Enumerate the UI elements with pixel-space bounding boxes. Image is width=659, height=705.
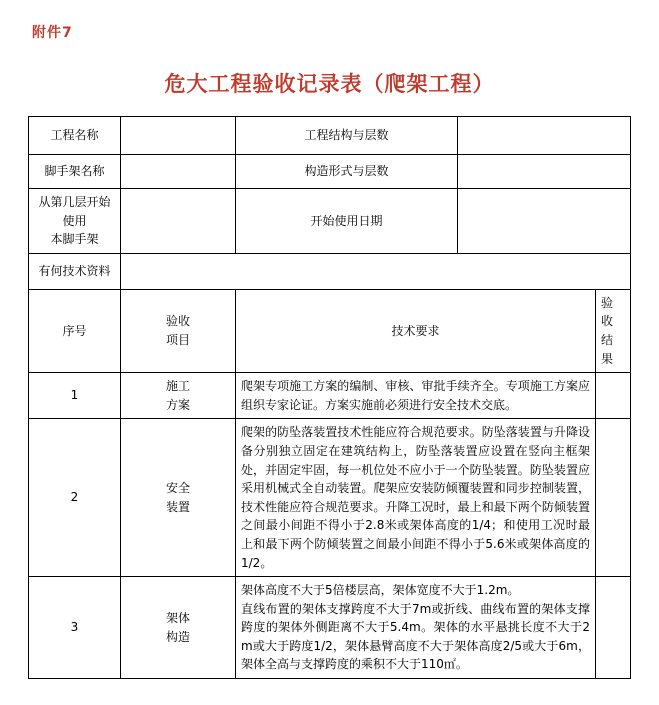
- column-header-item: [121, 289, 236, 372]
- table-row: [29, 373, 631, 419]
- column-header-result-line4: 果: [601, 351, 614, 366]
- row-requirement: 爬架的防坠落装置技术性能应符合规范要求。防坠落装置与升降设备分别独立固定在建筑结构上，防坠落装置应设置在竖向主框架处，并固定牢固，每一机位处不应小于一个防坠装置。防坠装置应采用机械式全自动装置。爬架应安装防倾覆装置和同步控制装置，技术性能应符合规范要求。升降工况时，最上和最下两个防倾装置之间最小间距不得小于2.8米或架体高度的1/4；和使用工况时最上和最下两个防倾装置之间最小间距不得小于5.6米或架体高度的1/2。: [236, 419, 596, 577]
- row-result[interactable]: [596, 373, 631, 419]
- row-seq: 2: [29, 419, 121, 577]
- field-value-project-name[interactable]: [121, 117, 236, 155]
- field-label-structure-floors: 工程结构与层数: [236, 117, 458, 155]
- row-item-name: [121, 373, 236, 419]
- field-label-project-name: 工程名称: [29, 117, 121, 155]
- row-seq: 3: [29, 577, 121, 679]
- column-header-requirement: 技术要求: [236, 289, 596, 372]
- table-header-row: [29, 289, 631, 372]
- table-row: [29, 577, 631, 679]
- column-header-result: [596, 289, 631, 372]
- field-value-scaffold-name[interactable]: [121, 155, 236, 189]
- column-header-result-line3: 结: [601, 332, 614, 347]
- field-label-start-floor-line2: 使用: [62, 213, 87, 228]
- row-requirement: [236, 577, 596, 679]
- field-value-start-date[interactable]: [458, 189, 631, 254]
- field-label-tech-documents: 有何技术资料: [29, 253, 121, 289]
- column-header-result-line1: 验: [601, 295, 614, 310]
- column-header-item-line1: 验收: [165, 314, 190, 329]
- field-label-scaffold-name: 脚手架名称: [29, 155, 121, 189]
- column-header-item-line2: 项目: [165, 332, 190, 347]
- table-row: [29, 419, 631, 577]
- attachment-label: 附件7: [32, 25, 73, 41]
- field-label-start-date: 开始使用日期: [236, 189, 458, 254]
- row-item-name-line1: 施工: [165, 379, 190, 394]
- table-row: [29, 189, 631, 254]
- table-row: [29, 117, 631, 155]
- row-requirement-para2: 直线布置的架体支撑跨度不大于7m或折线、曲线布置的架体支撑跨度的架体外侧距离不大于5.4m。架体的水平悬挑长度不大于2m或大于跨度1/2，架体悬臂高度不大于架体高度2/5或大于6m，架体全高与支撑跨度的乘积不大于110㎡。: [241, 601, 590, 672]
- row-requirement: 爬架专项施工方案的编制、审核、审批手续齐全。专项施工方案应组织专家论证。方案实施前必须进行安全技术交底。: [236, 373, 596, 419]
- column-header-seq: 序号: [29, 289, 121, 372]
- field-value-start-floor[interactable]: [121, 189, 236, 254]
- row-item-name-line1: 架体: [165, 610, 190, 625]
- acceptance-record-table: [28, 116, 631, 679]
- column-header-result-line2: 收: [601, 314, 614, 329]
- field-label-construction-form: 构造形式与层数: [236, 155, 458, 189]
- document-page: [0, 22, 659, 705]
- row-item-name: [121, 419, 236, 577]
- row-item-name-line1: 安全: [165, 481, 190, 496]
- table-row: [29, 155, 631, 189]
- field-label-start-floor-line3: 本脚手架: [50, 232, 99, 247]
- row-result[interactable]: [596, 419, 631, 577]
- row-result[interactable]: [596, 577, 631, 679]
- row-item-name-line2: 构造: [165, 629, 190, 644]
- field-value-tech-documents[interactable]: [121, 253, 631, 289]
- field-value-structure-floors[interactable]: [458, 117, 631, 155]
- row-item-name: [121, 577, 236, 679]
- table-row: [29, 253, 631, 289]
- row-seq: 1: [29, 373, 121, 419]
- field-label-start-floor-line1: 从第几层开始: [38, 195, 111, 209]
- row-requirement-para1: 架体高度不大于5倍楼层高，架体宽度不大于1.2m。: [241, 583, 520, 598]
- row-item-name-line2: 装置: [165, 499, 190, 514]
- row-item-name-line2: 方案: [165, 397, 190, 412]
- page-title: 危大工程验收记录表（爬架工程）: [164, 72, 495, 96]
- field-label-start-floor: [29, 189, 121, 254]
- field-value-construction-form[interactable]: [458, 155, 631, 189]
